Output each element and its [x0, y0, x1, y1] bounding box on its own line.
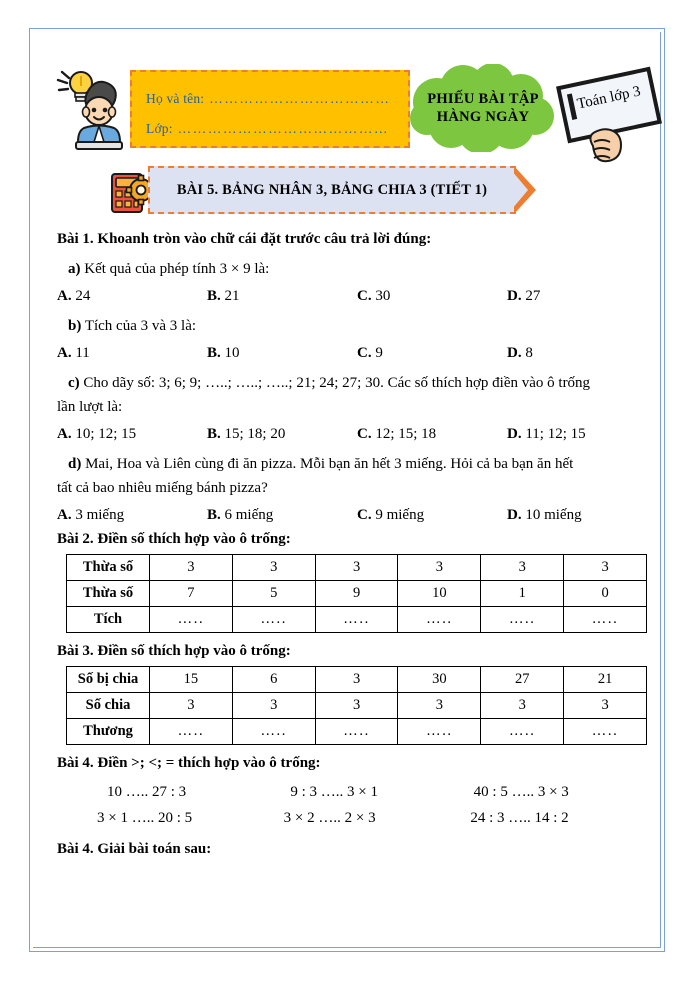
- option-key: D.: [507, 426, 522, 442]
- cell[interactable]: 3: [232, 555, 315, 581]
- option-key: B.: [207, 345, 221, 361]
- bai2-table: [66, 554, 647, 633]
- compare-item[interactable]: 10 ….. 27 : 3: [107, 784, 187, 800]
- option-text: 3 miếng: [71, 507, 125, 523]
- answer-cell[interactable]: …..: [398, 719, 481, 745]
- cell[interactable]: 3: [564, 555, 647, 581]
- option-text: 8: [521, 345, 533, 361]
- answer-cell[interactable]: …..: [564, 607, 647, 633]
- row-header: Thừa số: [67, 581, 150, 607]
- cell[interactable]: 15: [150, 667, 233, 693]
- option-key: A.: [57, 426, 72, 442]
- compare-item[interactable]: 24 : 3 ….. 14 : 2: [470, 810, 569, 826]
- option-a[interactable]: [57, 288, 207, 305]
- cloud-badge-text: [407, 90, 559, 126]
- bai1-part-b-label: b): [68, 318, 82, 334]
- answer-cell[interactable]: …..: [150, 719, 233, 745]
- cell[interactable]: 27: [481, 667, 564, 693]
- option-key: B.: [207, 426, 221, 442]
- cell[interactable]: 30: [398, 667, 481, 693]
- hand-sign-text: Toán lớp 3: [575, 83, 643, 113]
- banner-arrow-inner: [512, 171, 528, 209]
- option-a[interactable]: [57, 345, 207, 362]
- option-text: 10; 12; 15: [71, 426, 137, 442]
- table-row: [67, 607, 647, 633]
- worksheet-body: [57, 230, 657, 868]
- bai1-part-c-options: [57, 426, 657, 443]
- option-c[interactable]: [357, 507, 507, 524]
- cell[interactable]: 0: [564, 581, 647, 607]
- option-text: 11: [71, 345, 90, 361]
- option-text: 12; 15; 18: [371, 426, 437, 442]
- option-text: 11; 12; 15: [521, 426, 586, 442]
- option-d[interactable]: [507, 288, 657, 305]
- row-header: Tích: [67, 607, 150, 633]
- option-c[interactable]: [357, 288, 507, 305]
- lightbulb-boy-icon: [50, 66, 130, 151]
- bai3-table: [66, 666, 647, 745]
- option-a[interactable]: [57, 507, 207, 524]
- bai4-compare-row-2: [97, 805, 657, 831]
- option-d[interactable]: [507, 426, 657, 443]
- option-key: D.: [507, 288, 522, 304]
- option-a[interactable]: [57, 426, 207, 443]
- cloud-badge-line2: HÀNG NGÀY: [436, 109, 530, 125]
- cell[interactable]: 10: [398, 581, 481, 607]
- cell[interactable]: 6: [232, 667, 315, 693]
- lesson-title-text: BÀI 5. BẢNG NHÂN 3, BẢNG CHIA 3 (TIẾT 1): [176, 181, 488, 198]
- compare-item[interactable]: 40 : 5 ….. 3 × 3: [473, 784, 569, 800]
- cell[interactable]: 21: [564, 667, 647, 693]
- option-c[interactable]: [357, 426, 507, 443]
- student-name-dots: ………………………………: [204, 91, 391, 106]
- bai4-compare-row-1: [107, 779, 657, 805]
- answer-cell[interactable]: …..: [150, 607, 233, 633]
- compare-item[interactable]: 3 × 2 ….. 2 × 3: [283, 810, 376, 826]
- answer-cell[interactable]: …..: [232, 607, 315, 633]
- row-header: Số bị chia: [67, 667, 150, 693]
- row-header: Thừa số: [67, 555, 150, 581]
- option-d[interactable]: [507, 345, 657, 362]
- cell[interactable]: 9: [315, 581, 398, 607]
- hand-sign-icon: [553, 60, 665, 172]
- bai4-compare-heading: Bài 4. Điền >; <; = thích hợp vào ô trống:: [57, 755, 321, 771]
- option-text: 24: [71, 288, 91, 304]
- option-text: 10 miếng: [521, 507, 582, 523]
- answer-cell[interactable]: …..: [481, 719, 564, 745]
- cell[interactable]: 3: [315, 667, 398, 693]
- option-key: A.: [57, 345, 72, 361]
- worksheet-header: [45, 58, 665, 168]
- cell[interactable]: 3: [150, 555, 233, 581]
- cloud-badge-line1: PHIẾU BÀI TẬP: [427, 91, 539, 107]
- table-row: [67, 555, 647, 581]
- student-class-label: Lớp:: [146, 121, 173, 136]
- bai1-part-a-label: a): [68, 261, 81, 277]
- bai1-part-c-prompt: [68, 372, 657, 394]
- row-header: Thương: [67, 719, 150, 745]
- option-key: C.: [357, 288, 372, 304]
- option-key: B.: [207, 288, 221, 304]
- option-text: 30: [371, 288, 391, 304]
- option-key: D.: [507, 345, 522, 361]
- bai1-part-d-label: d): [68, 456, 82, 472]
- option-key: A.: [57, 507, 72, 523]
- table-row: [67, 667, 647, 693]
- cell[interactable]: 3: [398, 555, 481, 581]
- option-b[interactable]: [207, 507, 357, 524]
- answer-cell[interactable]: …..: [232, 719, 315, 745]
- lesson-title-banner: [110, 166, 540, 218]
- student-class-dots: ……………………………………: [172, 121, 390, 136]
- bai4-solve-heading: Bài 4. Giải bài toán sau:: [57, 841, 212, 857]
- answer-cell[interactable]: …..: [481, 607, 564, 633]
- cell[interactable]: 3: [315, 693, 398, 719]
- table-row: [67, 581, 647, 607]
- option-text: 6 miếng: [220, 507, 274, 523]
- bai1-part-c-text: Cho dãy số: 3; 6; 9; …..; …..; …..; 21; 24; 27; 30. Các số thích hợp điền vào ô trống: [79, 375, 591, 391]
- answer-cell[interactable]: …..: [564, 719, 647, 745]
- option-c[interactable]: [357, 345, 507, 362]
- cell[interactable]: 3: [232, 693, 315, 719]
- option-key: C.: [357, 507, 372, 523]
- option-key: D.: [507, 507, 522, 523]
- option-text: 21: [220, 288, 240, 304]
- option-text: 9: [371, 345, 383, 361]
- cell[interactable]: 3: [481, 693, 564, 719]
- answer-cell[interactable]: …..: [398, 607, 481, 633]
- option-b[interactable]: [207, 426, 357, 443]
- cell[interactable]: 1: [481, 581, 564, 607]
- cell[interactable]: 7: [150, 581, 233, 607]
- compare-item[interactable]: 9 : 3 ….. 3 × 1: [290, 784, 378, 800]
- option-b[interactable]: [207, 288, 357, 305]
- lesson-title-box: [148, 166, 516, 214]
- option-text: 15; 18; 20: [220, 426, 286, 442]
- option-key: C.: [357, 345, 372, 361]
- option-d[interactable]: [507, 507, 657, 524]
- table-row: [67, 719, 647, 745]
- cell[interactable]: 5: [232, 581, 315, 607]
- bai1-heading: Bài 1. Khoanh tròn vào chữ cái đặt trước câu trả lời đúng:: [57, 231, 432, 247]
- cell[interactable]: 3: [564, 693, 647, 719]
- option-key: C.: [357, 426, 372, 442]
- bai1-part-d-options: [57, 507, 657, 524]
- cell[interactable]: 3: [481, 555, 564, 581]
- bai1-part-c-label: c): [68, 375, 80, 391]
- cloud-badge: [407, 64, 559, 152]
- cell[interactable]: 3: [315, 555, 398, 581]
- answer-cell[interactable]: …..: [315, 607, 398, 633]
- cell[interactable]: 3: [398, 693, 481, 719]
- bai1-part-a-text: Kết quả của phép tính 3 × 9 là:: [80, 261, 270, 277]
- option-b[interactable]: [207, 345, 357, 362]
- option-text: 10: [220, 345, 240, 361]
- bai1-part-b-prompt: [68, 315, 657, 337]
- bai1-part-c-prompt-line2: lần lượt là:: [57, 399, 123, 415]
- bai1-part-a-options: [57, 288, 657, 305]
- table-row: [67, 693, 647, 719]
- student-class-field[interactable]: [146, 114, 408, 144]
- option-key: A.: [57, 288, 72, 304]
- answer-cell[interactable]: …..: [315, 719, 398, 745]
- option-text: 9 miếng: [371, 507, 425, 523]
- cell[interactable]: 3: [150, 693, 233, 719]
- student-name-label: Họ và tên:: [146, 91, 205, 106]
- bai1-part-d-prompt-line2: tất cả bao nhiêu miếng bánh pizza?: [57, 480, 268, 496]
- row-header: Số chia: [67, 693, 150, 719]
- option-text: 27: [521, 288, 541, 304]
- bai1-part-b-options: [57, 345, 657, 362]
- bai2-heading: Bài 2. Điền số thích hợp vào ô trống:: [57, 531, 291, 547]
- bai1-part-a-prompt: [68, 258, 657, 280]
- bai1-part-b-text: Tích của 3 và 3 là:: [81, 318, 197, 334]
- student-name-field[interactable]: [146, 84, 408, 114]
- bai3-heading: Bài 3. Điền số thích hợp vào ô trống:: [57, 643, 291, 659]
- bai1-part-d-text: Mai, Hoa và Liên cùng đi ăn pizza. Mỗi bạn ăn hết 3 miếng. Hỏi cả ba bạn ăn hết: [81, 456, 574, 472]
- bai1-part-d-prompt: [68, 453, 657, 475]
- option-key: B.: [207, 507, 221, 523]
- student-info-box[interactable]: [130, 70, 410, 148]
- compare-item[interactable]: 3 × 1 ….. 20 : 5: [97, 810, 193, 826]
